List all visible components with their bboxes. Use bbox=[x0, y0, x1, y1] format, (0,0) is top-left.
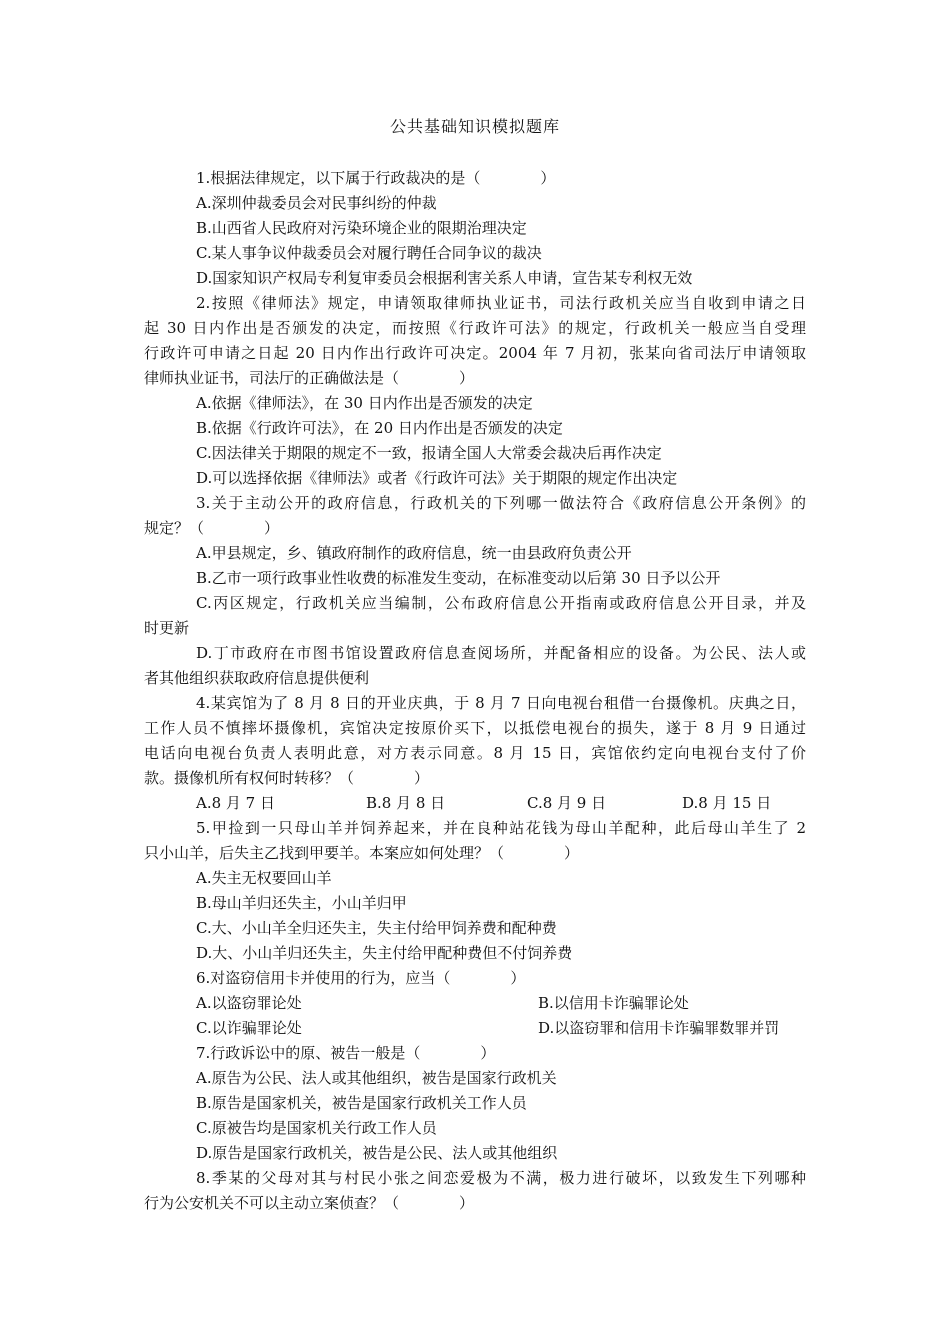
question-5-option-d: D.大、小山羊归还失主，失主付给甲配种费但不付饲养费 bbox=[196, 944, 573, 962]
question-1-stem: 1.根据法律规定，以下属于行政裁决的是（ ） bbox=[196, 169, 556, 187]
question-1-option-c: C.某人事争议仲裁委员会对履行聘任合同争议的裁决 bbox=[196, 244, 542, 262]
document-title: 公共基础知识模拟题库 bbox=[389, 117, 560, 136]
question-7-option-b: B.原告是国家机关，被告是国家行政机关工作人员 bbox=[196, 1094, 527, 1112]
question-7-option-a: A.原告为公民、法人或其他组织，被告是国家行政机关 bbox=[196, 1069, 557, 1087]
question-5-stem-line-1: 5.甲捡到一只母山羊并饲养起来，并在良种站花钱为母山羊配种，此后母山羊生了 2 bbox=[196, 819, 806, 837]
question-2-option-b: B.依据《行政许可法》，在 20 日内作出是否颁发的决定 bbox=[196, 419, 563, 437]
question-6-option-d: D.以盗窃罪和信用卡诈骗罪数罪并罚 bbox=[538, 1019, 780, 1037]
question-3-option-c-line-1: C.丙区规定，行政机关应当编制，公布政府信息公开指南或政府信息公开目录，并及 bbox=[196, 594, 806, 612]
question-4-stem-line-3: 电话向电视台负责人表明此意，对方表示同意。8 月 15 日，宾馆依约定向电视台支付了价 bbox=[144, 744, 806, 762]
question-1-option-a: A.深圳仲裁委员会对民事纠纷的仲裁 bbox=[196, 194, 437, 212]
question-3-option-d-line-2: 者其他组织获取政府信息提供便利 bbox=[144, 669, 370, 687]
question-2-stem-line-2: 起 30 日内作出是否颁发的决定，而按照《行政许可法》的规定，行政机关一般应当自受理 bbox=[144, 319, 806, 337]
question-3-option-d-line-1: D.丁市政府在市图书馆设置政府信息查阅场所，并配备相应的设备。为公民、法人或 bbox=[196, 644, 806, 662]
question-4-option-d: D.8 月 15 日 bbox=[682, 794, 772, 812]
question-2-option-d: D.可以选择依据《律师法》或者《行政许可法》关于期限的规定作出决定 bbox=[196, 469, 678, 487]
question-3-option-b: B.乙市一项行政事业性收费的标准发生变动，在标准变动以后第 30 日予以公开 bbox=[196, 569, 721, 587]
question-8-stem-line-1: 8.季某的父母对其与村民小张之间恋爱极为不满，极力进行破坏，以致发生下列哪种 bbox=[196, 1169, 806, 1187]
question-8-stem-line-2: 行为公安机关不可以主动立案侦查？（ ） bbox=[144, 1194, 475, 1212]
question-4-stem-line-2: 工作人员不慎摔坏摄像机，宾馆决定按原价买下，以抵偿电视台的损失，遂于 8 月 9 日通过 bbox=[144, 719, 806, 737]
question-5-option-c: C.大、小山羊全归还失主，失主付给甲饲养费和配种费 bbox=[196, 919, 557, 937]
question-2-stem-line-4: 律师执业证书，司法厅的正确做法是（ ） bbox=[144, 369, 475, 387]
question-2-option-c: C.因法律关于期限的规定不一致，报请全国人大常委会裁决后再作决定 bbox=[196, 444, 662, 462]
question-6-option-b: B.以信用卡诈骗罪论处 bbox=[538, 994, 689, 1012]
question-4-option-c: C.8 月 9 日 bbox=[527, 794, 607, 812]
question-2-stem-line-1: 2.按照《律师法》规定，申请领取律师执业证书，司法行政机关应当自收到申请之日 bbox=[196, 294, 806, 312]
question-3-stem-line-1: 3.关于主动公开的政府信息，行政机关的下列哪一做法符合《政府信息公开条例》的 bbox=[196, 494, 806, 512]
question-3-option-a: A.甲县规定，乡、镇政府制作的政府信息，统一由县政府负责公开 bbox=[196, 544, 632, 562]
question-4-option-a: A.8 月 7 日 bbox=[196, 794, 275, 812]
question-5-option-b: B.母山羊归还失主，小山羊归甲 bbox=[196, 894, 407, 912]
question-3-stem-line-2: 规定？（ ） bbox=[144, 519, 280, 537]
question-4-option-b: B.8 月 8 日 bbox=[366, 794, 446, 812]
question-3-option-c-line-2: 时更新 bbox=[144, 619, 190, 637]
question-1-option-b: B.山西省人民政府对污染环境企业的限期治理决定 bbox=[196, 219, 527, 237]
question-6-stem: 6.对盗窃信用卡并使用的行为，应当（ ） bbox=[196, 969, 526, 987]
question-5-stem-line-2: 只小山羊，后失主乙找到甲要羊。本案应如何处理？（ ） bbox=[144, 844, 580, 862]
question-7-option-d: D.原告是国家行政机关，被告是公民、法人或其他组织 bbox=[196, 1144, 558, 1162]
question-2-stem-line-3: 行政许可申请之日起 20 日内作出行政许可决定。2004 年 7 月初，张某向省司法厅申请领取 bbox=[144, 344, 806, 362]
question-6-option-a: A.以盗窃罪论处 bbox=[196, 994, 302, 1012]
question-4-stem-line-1: 4.某宾馆为了 8 月 8 日的开业庆典，于 8 月 7 日向电视台租借一台摄像机。庆典之日， bbox=[196, 694, 806, 712]
question-6-option-c: C.以诈骗罪论处 bbox=[196, 1019, 302, 1037]
question-1-option-d: D.国家知识产权局专利复审委员会根据利害关系人申请，宣告某专利权无效 bbox=[196, 269, 693, 287]
question-7-stem: 7.行政诉讼中的原、被告一般是（ ） bbox=[196, 1044, 496, 1062]
question-5-option-a: A.失主无权要回山羊 bbox=[196, 869, 332, 887]
question-2-option-a: A.依据《律师法》，在 30 日内作出是否颁发的决定 bbox=[196, 394, 533, 412]
question-4-stem-line-4: 款。摄像机所有权何时转移？（ ） bbox=[144, 769, 430, 787]
question-7-option-c: C.原被告均是国家机关行政工作人员 bbox=[196, 1119, 437, 1137]
